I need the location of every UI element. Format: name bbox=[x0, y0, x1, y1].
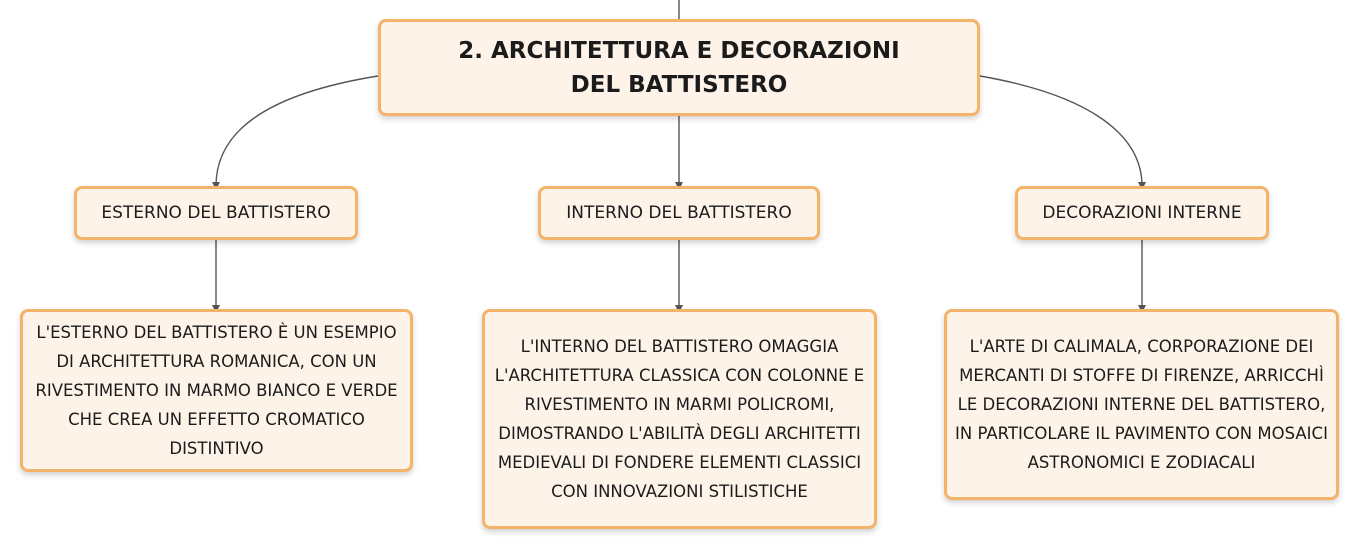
node-interno-del-battistero[interactable] bbox=[538, 186, 820, 240]
detail-text: L'INTERNO DEL BATTISTERO OMAGGIA L'ARCHITETTURA CLASSICA CON COLONNE E RIVESTIMENTO IN MARMI POLICROMI, DIMOSTRANDO L'ABILITÀ DEGLI ARCHITETTI MEDIEVALI DI FONDERE ELEMENTI CLASSICI CON INNOVAZIONI STILISTICHE bbox=[494, 337, 865, 501]
root-title: 2. ARCHITETTURA E DECORAZIONI DEL BATTISTERO bbox=[458, 37, 900, 98]
connector-root-to-esterno bbox=[216, 76, 378, 186]
detail-text: L'ESTERNO DEL BATTISTERO È UN ESEMPIO DI ARCHITETTURA ROMANICA, CON UN RIVESTIMENTO IN MARMO BIANCO E VERDE CHE CREA UN EFFETTO CROMATICO DISTINTIVO bbox=[35, 323, 398, 458]
connector-root-to-decorazioni bbox=[980, 76, 1142, 186]
detail-node-decorazioni[interactable] bbox=[944, 309, 1339, 500]
detail-text: L'ARTE DI CALIMALA, CORPORAZIONE DEI MERCANTI DI STOFFE DI FIRENZE, ARRICCHÌ LE DECORAZIONI INTERNE DEL BATTISTERO, IN PARTICOLARE IL PAVIMENTO CON MOSAICI ASTRONOMICI E ZODIACALI bbox=[955, 337, 1328, 472]
node-label: DECORAZIONI INTERNE bbox=[1042, 203, 1242, 223]
detail-node-interno[interactable] bbox=[482, 309, 877, 529]
node-esterno-del-battistero[interactable] bbox=[74, 186, 358, 240]
detail-node-esterno[interactable] bbox=[20, 309, 413, 472]
root-node[interactable] bbox=[378, 19, 980, 116]
node-label: INTERNO DEL BATTISTERO bbox=[566, 203, 792, 223]
node-decorazioni-interne[interactable] bbox=[1015, 186, 1269, 240]
node-label: ESTERNO DEL BATTISTERO bbox=[101, 203, 331, 223]
